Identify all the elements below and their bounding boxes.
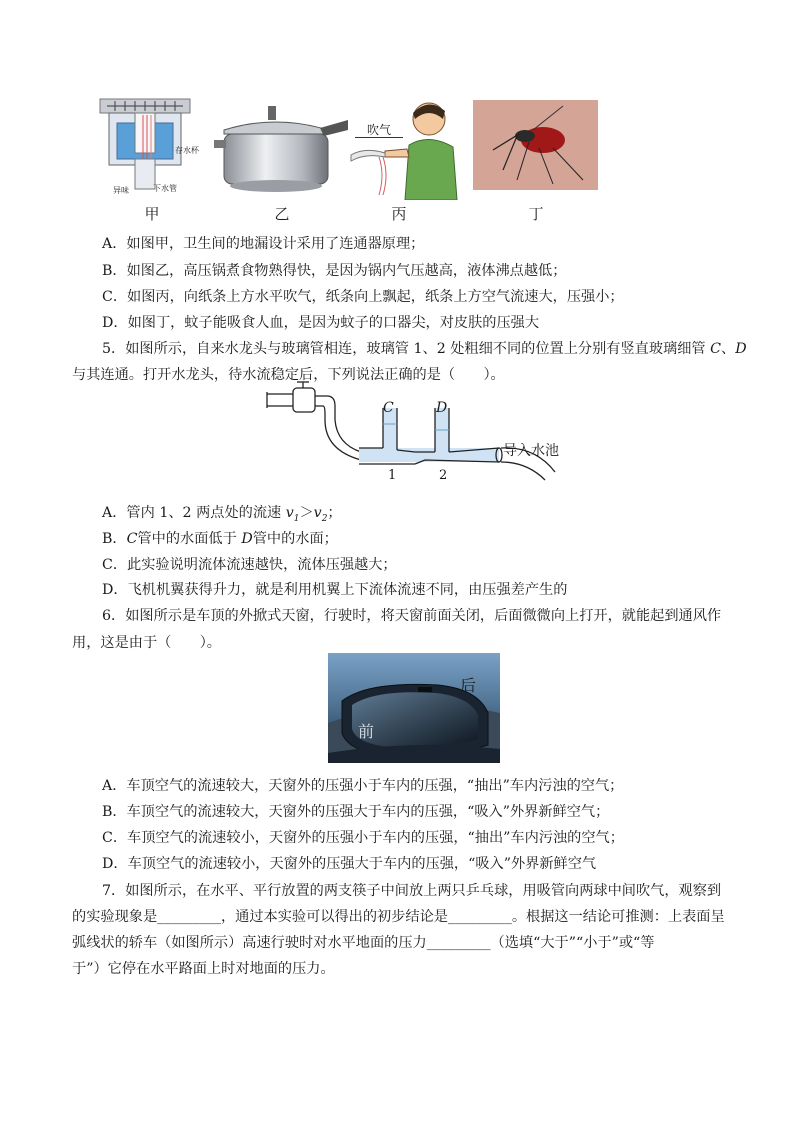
q4-option-b: B．如图乙，高压锅煮食物熟得快，是因为锅内气压越高，液体沸点越低； [102, 263, 567, 279]
q5-option-a [102, 503, 342, 529]
q5-opt-a-v2: v [313, 505, 322, 521]
q6-fig-label-front: 前 [358, 722, 375, 741]
q6-option-b: B．车顶空气的流速较大，天窗外的压强大于车内的压强，“吸入”外界新鲜空气； [102, 804, 610, 820]
q7-stem-line1: 7．如图所示，在水平、平行放置的两支筷子中间放上两只乒乓球，用吸管向两球中间吹气，观察到 [102, 883, 722, 899]
q7-stem-line2: 的实验现象是_________，通过本实验可以得出的初步结论是_________。根据这一结论可推测：上表面呈 [72, 909, 725, 925]
jia-label-pipe: 下水管 [153, 184, 177, 193]
jia-label-gap: 异味 [113, 186, 129, 195]
q5-option-d: D．飞机机翼获得升力，就是利用机翼上下流体流速不同，由压强差产生的 [102, 582, 568, 598]
q4-option-a: A．如图甲，卫生间的地漏设计采用了连通器原理； [102, 236, 425, 252]
q5-opt-a-gt: ＞ [299, 505, 314, 521]
q5-fig-num-1: 1 [388, 468, 397, 483]
q5-opt-a-s2: 2 [321, 513, 328, 524]
q5-sep: 、 [720, 341, 736, 357]
q6-stem-line1: 6．如图所示是车顶的外掀式天窗，行驶时，将天窗前面关闭，后面微微向上打开，就能起到通风作 [102, 608, 722, 624]
figure-yi-pressure-cooker [210, 100, 350, 200]
figure-q6-sunroof-photo [328, 653, 500, 763]
q6-fig-label-back: 后 [460, 676, 477, 695]
q5-opt-b-mid: 管中的水面低于 [137, 531, 242, 547]
q7-stem-line4: 于”）它停在水平路面上时对地面的压力。 [72, 961, 335, 977]
q5-option-c: C．此实验说明流体流速越快，流体压强越大； [102, 557, 397, 573]
q5-opt-a-end: ； [327, 505, 342, 521]
q5-opt-b-end: 管中的水面； [252, 531, 338, 547]
q5-fig-outlet: 导入水池 [503, 443, 559, 459]
q5-option-b [102, 529, 338, 549]
q5-fig-num-2: 2 [439, 468, 448, 483]
q6-stem-line2: 用，这是由于（ ）。 [72, 635, 221, 651]
q5-opt-b-c: C [126, 531, 138, 547]
q5-fig-label-c: C [383, 400, 394, 416]
q6-option-c: C．车顶空气的流速较小，天窗外的压强小于车内的压强，“抽出”车内污浊的空气； [102, 830, 624, 846]
figure-ding-mosquito-photo [473, 100, 598, 190]
q5-opt-a-s1: 1 [293, 513, 300, 524]
q6-option-d: D．车顶空气的流速较小，天窗外的压强大于车内的压强，“吸入”外界新鲜空气 [102, 856, 597, 872]
q6-option-a: A．车顶空气的流速较大，天窗外的压强小于车内的压强，“抽出”车内污浊的空气； [102, 778, 624, 794]
q5-fig-label-d: D [436, 400, 448, 416]
figure-q5-pipe [265, 380, 565, 490]
q4-option-d: D．如图丁，蚊子能吸食人血，是因为蚊子的口器尖，对皮肤的压强大 [102, 315, 540, 331]
caption-bing: 丙 [391, 205, 407, 223]
caption-yi: 乙 [274, 205, 290, 223]
q5-opt-b-d: D [241, 531, 253, 547]
caption-jia: 甲 [144, 205, 160, 223]
q5-var-c: C [710, 341, 721, 357]
bing-label-blow: 吹气 [367, 123, 392, 137]
q5-stem-line1 [102, 339, 747, 359]
q7-stem-line3: 弧线状的轿车（如图所示）高速行驶时对水平地面的压力_________（选填“大于”“小于”或“等 [72, 935, 655, 951]
q5-opt-a-v1: v [285, 505, 294, 521]
jia-label-cup: 存水杯 [175, 146, 199, 155]
q4-option-c: C．如图丙，向纸条上方水平吹气，纸条向上飘起，纸条上方空气流速大，压强小； [102, 289, 624, 305]
bing-label-arrow [355, 137, 403, 138]
caption-ding: 丁 [528, 205, 544, 223]
q5-opt-b-pre: B． [102, 531, 127, 547]
q5-var-d: D [735, 341, 747, 357]
figure-jia [95, 95, 205, 200]
q5-opt-a-text: A．管内 1、2 两点处的流速 [102, 505, 286, 521]
q5-stem-text: 5．如图所示，自来水龙头与玻璃管相连，玻璃管 1、2 处粗细不同的位置上分别有竖直玻璃细管 [102, 341, 711, 357]
figure-bing-blowing [345, 95, 465, 200]
q5-stem-line2: 与其连通。打开水龙头，待水流稳定后，下列说法正确的是（ ）。 [72, 367, 505, 383]
